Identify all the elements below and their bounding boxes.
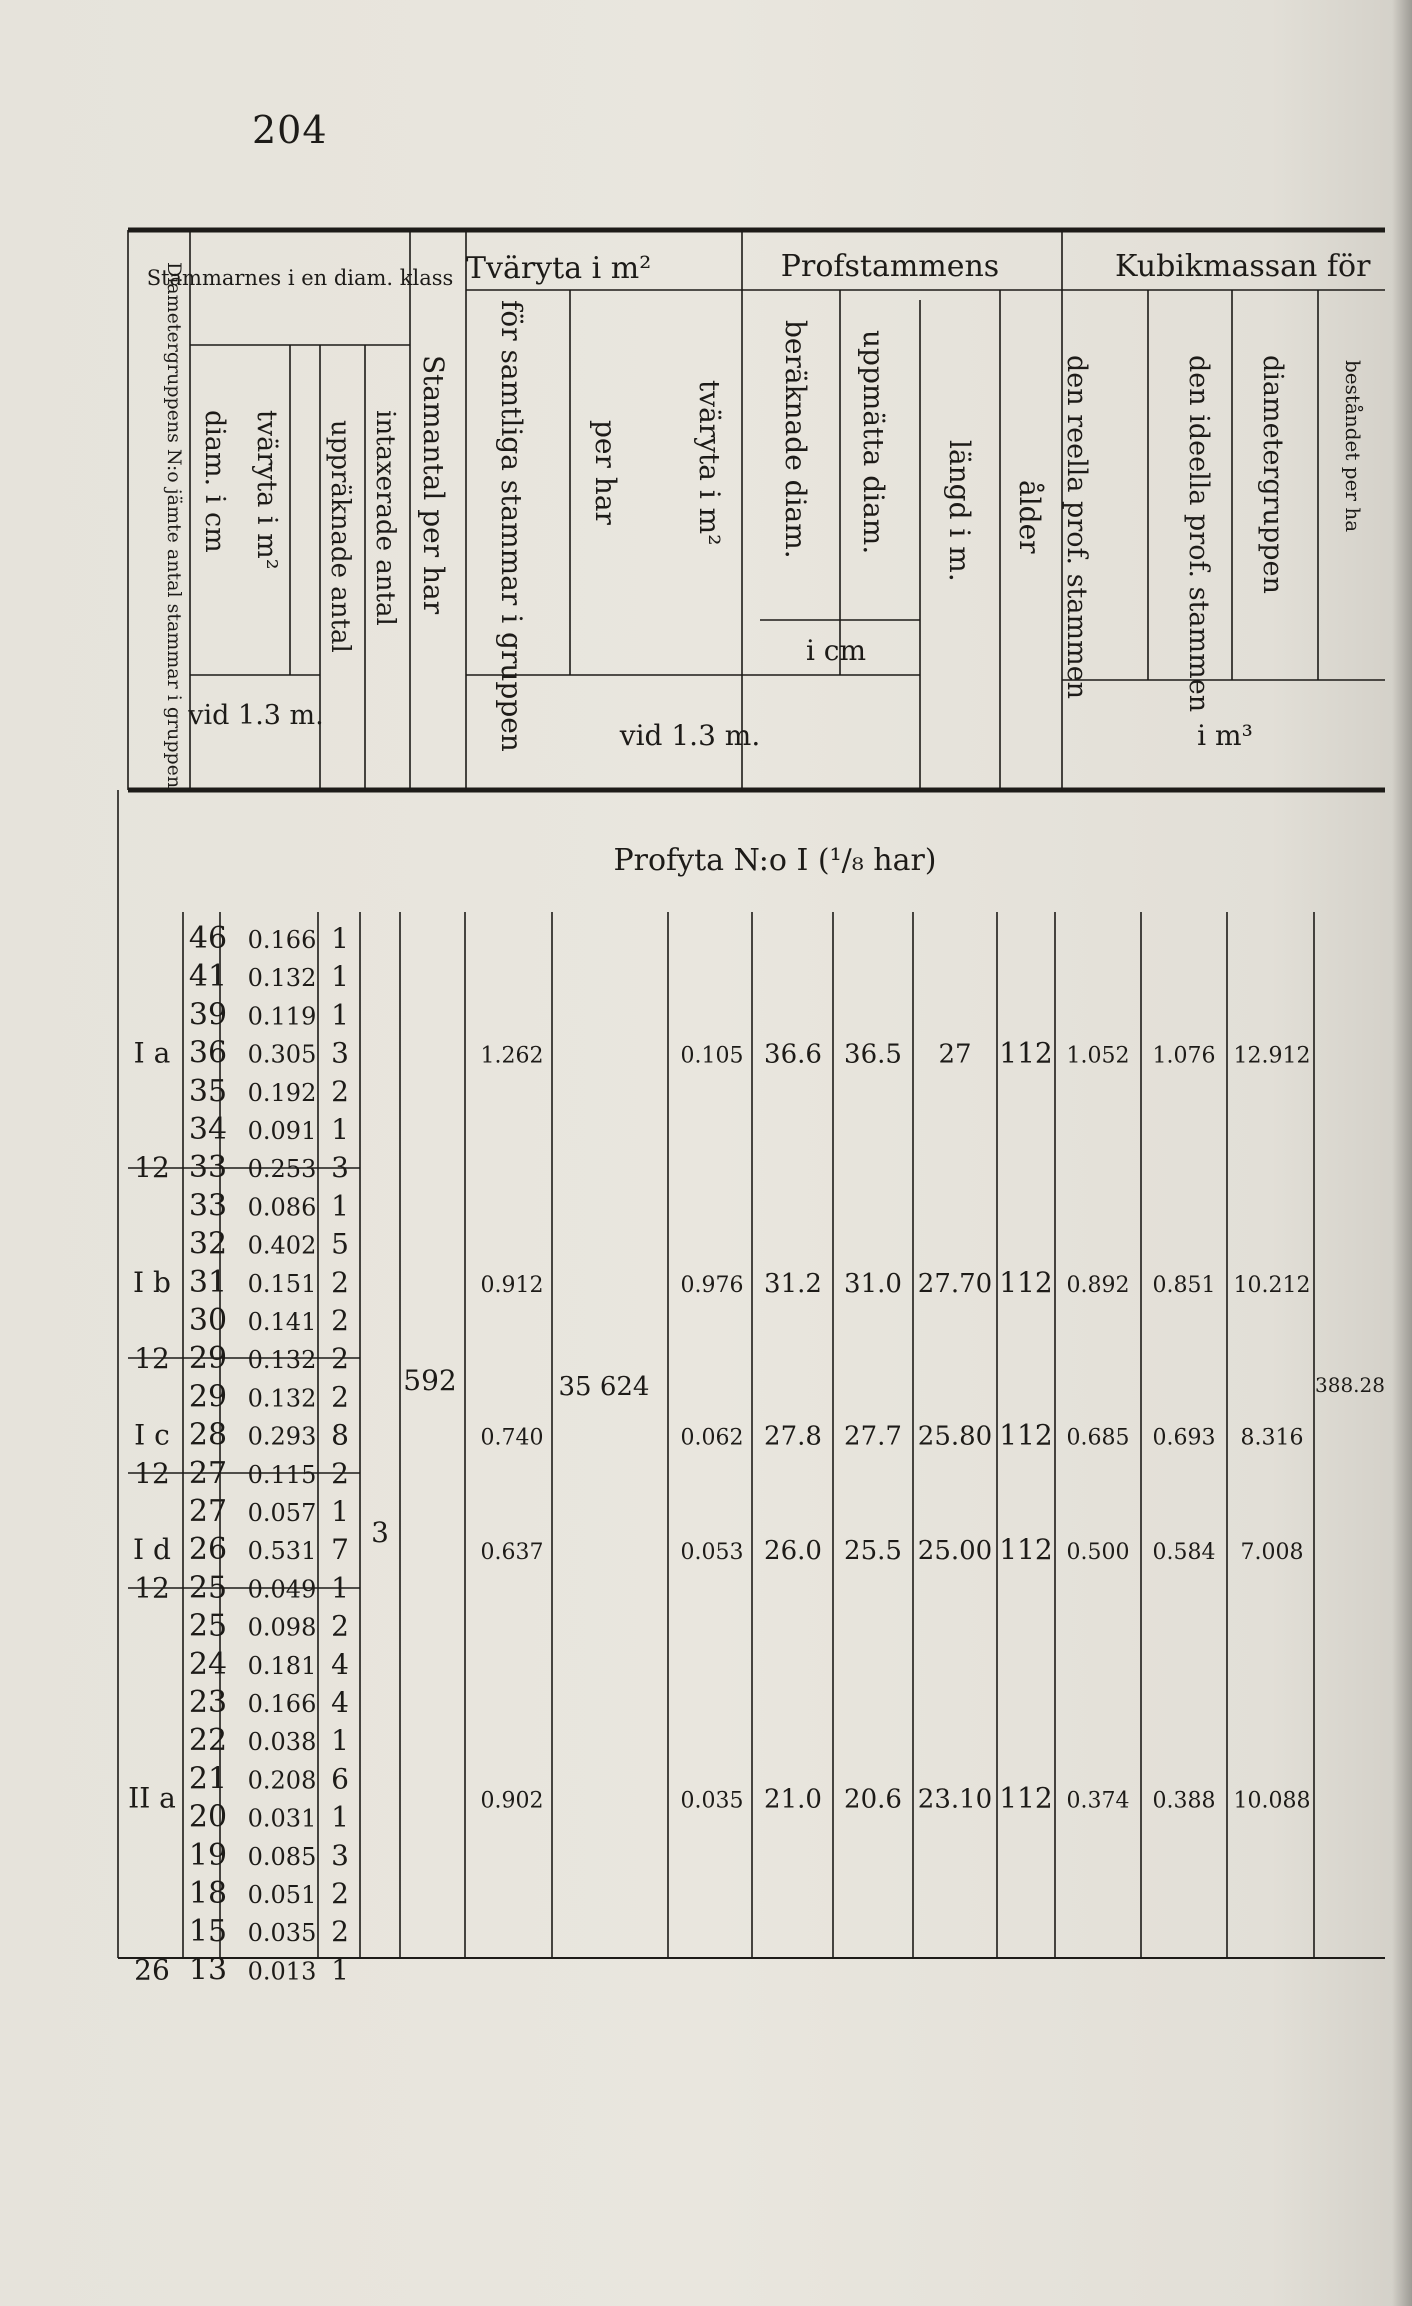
diam-cell: 23 (188, 1685, 228, 1720)
tvaryta-cell: 0.141 (247, 1308, 317, 1336)
diam-cell: 35 (188, 1073, 228, 1109)
diam-cell: 34 (188, 1112, 228, 1147)
langd-cell: 23.10 (917, 1784, 993, 1815)
tvaryta-cell: 0.031 (247, 1804, 317, 1833)
antal-cell: 1 (331, 960, 349, 994)
tvaryta-cell: 0.132 (247, 1384, 317, 1413)
alder-cell: 112 (999, 1418, 1053, 1452)
antal-cell: 1 (331, 1724, 349, 1758)
langd-header: längd i m. (943, 440, 976, 582)
group-label: I a (133, 1036, 171, 1070)
uppm-diam-cell: 31.0 (844, 1268, 902, 1299)
alder-cell: 112 (999, 1781, 1053, 1815)
diam-cell: 25 (188, 1570, 228, 1606)
samtliga-header: för samtliga stammar i gruppen (495, 300, 528, 752)
diam-cell: 36 (188, 1035, 228, 1071)
tvaryta-cell: 0.049 (247, 1575, 317, 1604)
alder-cell: 112 (999, 1265, 1053, 1299)
tvaryta-cell: 0.402 (247, 1231, 317, 1260)
antal-cell: 1 (331, 1953, 349, 1987)
diam-cell: 24 (188, 1646, 228, 1682)
prof-tvaryta-cell: 0.105 (680, 1043, 744, 1069)
berak-diam-cell: 31.2 (764, 1268, 822, 1299)
group-separators (128, 1168, 360, 1588)
tvaryta-cell: 0.086 (247, 1193, 317, 1222)
diam-cell: 39 (188, 997, 228, 1033)
uppm-diam-cell: 27.7 (844, 1421, 902, 1452)
vid-13-bottom-header: vid 1.3 m. (619, 719, 761, 752)
prof-tvaryta-cell: 0.976 (680, 1272, 744, 1298)
antal-cell: 2 (331, 1380, 349, 1414)
grupp-cell: 10.088 (1233, 1788, 1311, 1814)
tvaryta-cell: 0.119 (247, 1002, 317, 1031)
tvaryta-cell: 0.208 (247, 1766, 317, 1795)
bestandet-header: beståndet per ha (1341, 360, 1365, 533)
antal-cell: 2 (331, 1877, 349, 1910)
diam-cell: 30 (188, 1303, 228, 1338)
antal-cell: 3 (331, 1838, 349, 1872)
kub-title-header: Kubikmassan för (1115, 249, 1371, 284)
tvaryta-cell: 0.166 (247, 1690, 317, 1718)
stamantal-value: 592 (403, 1364, 457, 1397)
diam-cell: 31 (188, 1264, 228, 1300)
antal-cell: 7 (331, 1533, 349, 1567)
antal-cell: 1 (331, 1571, 349, 1605)
diam-cell: 13 (188, 1952, 228, 1988)
langd-cell: 25.80 (917, 1421, 993, 1452)
antal-cell: 3 (331, 1151, 349, 1185)
antal-cell: 2 (331, 1304, 349, 1337)
body-dividers (183, 912, 1314, 1958)
i-m3-header: i m³ (1197, 719, 1253, 752)
antal-cell: 1 (331, 998, 349, 1032)
uppm-diam-cell: 36.5 (844, 1039, 902, 1070)
antal-cell: 2 (331, 1342, 349, 1376)
berak-diam-cell: 36.6 (764, 1039, 822, 1070)
reell-cell: 0.500 (1066, 1540, 1130, 1566)
diam-cm-header: diam. i cm (199, 410, 230, 553)
uppm-diam-header: uppmätta diam. (857, 330, 890, 555)
stammarnes-header: Stammarnes i en diam. klass (146, 266, 454, 290)
diamgrupp-kub-header: diametergruppen (1257, 355, 1288, 594)
tvaryta-cell: 0.132 (247, 964, 317, 993)
total-value: 388.28 (1315, 1373, 1385, 1397)
berak-diam-cell: 26.0 (764, 1536, 822, 1567)
diam-cell: 29 (188, 1379, 228, 1415)
antal-cell: 4 (331, 1647, 349, 1681)
antal-cell: 2 (331, 1609, 349, 1643)
alder-header: ålder (1013, 480, 1046, 554)
ideell-cell: 0.693 (1152, 1425, 1216, 1451)
diam-cell: 25 (188, 1608, 228, 1644)
upprak-antal-header: uppräknade antal (325, 420, 355, 653)
intax-antal-header: intaxerade antal (370, 410, 400, 626)
group-label: II a (128, 1781, 176, 1815)
group-label: I d (133, 1533, 171, 1567)
section-title: Profyta N:o I (¹/₈ har) (613, 843, 937, 878)
tvaryta-cell: 0.057 (247, 1499, 317, 1527)
ideell-cell: 1.076 (1152, 1043, 1216, 1069)
vid-13-header: vid 1.3 m. (188, 700, 324, 731)
group-label: I c (134, 1418, 170, 1452)
uppm-diam-cell: 25.5 (844, 1536, 902, 1567)
uppm-diam-cell: 20.6 (844, 1784, 902, 1815)
grupp-cell: 12.912 (1233, 1043, 1311, 1069)
group-count: 26 (134, 1953, 170, 1987)
group-count: 12 (134, 1151, 170, 1185)
group-label: I b (133, 1265, 171, 1299)
tvaryta-cell: 0.115 (247, 1460, 317, 1489)
antal-cell: 2 (331, 1915, 349, 1949)
antal-cell: 1 (331, 1113, 349, 1146)
per-har-header: per har (589, 420, 622, 525)
ideell-cell: 0.851 (1152, 1272, 1216, 1298)
antal-cell: 1 (331, 1189, 349, 1223)
diam-cell: 27 (188, 1455, 228, 1491)
tvaryta-cell: 0.151 (247, 1269, 317, 1298)
tvaryta-header: tväryta i m² (251, 410, 282, 570)
ideella-header: den ideella prof. stammen (1183, 355, 1214, 713)
ideell-cell: 0.584 (1152, 1540, 1216, 1566)
diam-cell: 27 (188, 1494, 228, 1529)
tvaryta-cell: 0.531 (247, 1537, 317, 1566)
diam-cell: 29 (188, 1341, 228, 1377)
diametergrupp-header: Diametergruppens N:o jämte antal stammar i gruppen (163, 262, 185, 789)
antal-cell: 4 (331, 1686, 349, 1719)
group-count: 12 (134, 1571, 170, 1605)
grupp-cell: 8.316 (1240, 1425, 1304, 1451)
tvaryta-cell: 0.166 (247, 926, 317, 954)
prof-title-header: Profstammens (780, 249, 1000, 284)
antal-cell: 1 (331, 1495, 349, 1528)
grupp-cell: 7.008 (1240, 1540, 1304, 1566)
antal-cell: 1 (331, 1800, 349, 1834)
samtliga-cell: 0.740 (480, 1425, 544, 1451)
diam-cell: 20 (188, 1799, 228, 1835)
langd-cell: 25.00 (917, 1536, 993, 1567)
samtliga-cell: 0.912 (480, 1272, 544, 1298)
langd-cell: 27 (938, 1039, 972, 1070)
tvaryta-cell: 0.098 (247, 1613, 317, 1642)
table-body (128, 921, 1310, 1987)
prof-tvaryta-header: tväryta i m² (693, 380, 726, 546)
langd-cell: 27.70 (917, 1268, 993, 1299)
tvaryta-cell: 0.091 (247, 1117, 317, 1145)
reella-header: den reella prof. stammen (1061, 355, 1092, 700)
page-number: 204 (252, 108, 328, 152)
diam-cell: 28 (188, 1417, 228, 1453)
reell-cell: 0.374 (1066, 1788, 1130, 1814)
antal-cell: 2 (331, 1265, 349, 1299)
diam-cell: 22 (188, 1723, 228, 1759)
reell-cell: 1.052 (1066, 1043, 1130, 1069)
berak-diam-cell: 21.0 (764, 1784, 822, 1815)
antal-cell: 6 (331, 1762, 349, 1796)
prof-tvaryta-cell: 0.035 (680, 1788, 744, 1814)
samtliga-cell: 0.637 (480, 1540, 544, 1566)
berak-diam-header: beräknade diam. (779, 320, 812, 559)
tvaryta-cell: 0.085 (247, 1842, 317, 1871)
tvaryta-cell: 0.293 (247, 1422, 317, 1451)
antal-cell: 8 (331, 1418, 349, 1452)
diam-cell: 41 (188, 959, 228, 995)
antal-cell: 2 (331, 1456, 349, 1490)
tvaryta-cell: 0.253 (247, 1155, 317, 1184)
ideell-cell: 0.388 (1152, 1788, 1216, 1814)
reell-cell: 0.685 (1066, 1425, 1130, 1451)
antal-cell: 3 (331, 1036, 349, 1070)
antal-cell: 1 (331, 922, 349, 955)
tvaryta-cell: 0.192 (247, 1078, 317, 1107)
antal-cell: 2 (331, 1074, 349, 1108)
tvaryta-cell: 0.181 (247, 1651, 317, 1680)
group-count: 12 (134, 1456, 170, 1490)
samtliga-cell: 1.262 (480, 1043, 544, 1069)
tvaryta-cell: 0.051 (247, 1881, 317, 1909)
reell-cell: 0.892 (1066, 1272, 1130, 1298)
i-cm-header: i cm (805, 634, 867, 667)
header-labels (147, 249, 1371, 788)
stamantal-header: Stamantal per har (417, 355, 450, 615)
diam-cell: 19 (188, 1837, 228, 1873)
diam-cell: 32 (188, 1226, 228, 1262)
tvaryta-title-header: Tväryta i m² (466, 251, 652, 286)
diam-cell: 21 (188, 1761, 228, 1797)
diam-cell: 18 (188, 1876, 228, 1911)
samtliga-cell: 0.902 (480, 1788, 544, 1814)
prof-tvaryta-cell: 0.053 (680, 1540, 744, 1566)
alder-cell: 112 (999, 1036, 1053, 1070)
group-count: 12 (134, 1342, 170, 1376)
intax-value: 3 (371, 1516, 389, 1549)
tvaryta-cell: 0.013 (247, 1957, 317, 1986)
per-har-value: 35 624 (558, 1372, 650, 1402)
antal-cell: 5 (331, 1227, 349, 1261)
prof-tvaryta-cell: 0.062 (680, 1425, 744, 1451)
berak-diam-cell: 27.8 (764, 1421, 822, 1452)
tvaryta-cell: 0.305 (247, 1040, 317, 1069)
diam-cell: 46 (188, 921, 228, 956)
alder-cell: 112 (999, 1533, 1053, 1567)
tvaryta-cell: 0.132 (247, 1346, 317, 1375)
tvaryta-cell: 0.038 (247, 1728, 317, 1757)
diam-cell: 26 (188, 1532, 228, 1568)
diam-cell: 33 (188, 1188, 228, 1224)
grupp-cell: 10.212 (1233, 1272, 1311, 1298)
diam-cell: 15 (188, 1914, 228, 1950)
tvaryta-cell: 0.035 (247, 1919, 317, 1948)
diam-cell: 33 (188, 1150, 228, 1186)
